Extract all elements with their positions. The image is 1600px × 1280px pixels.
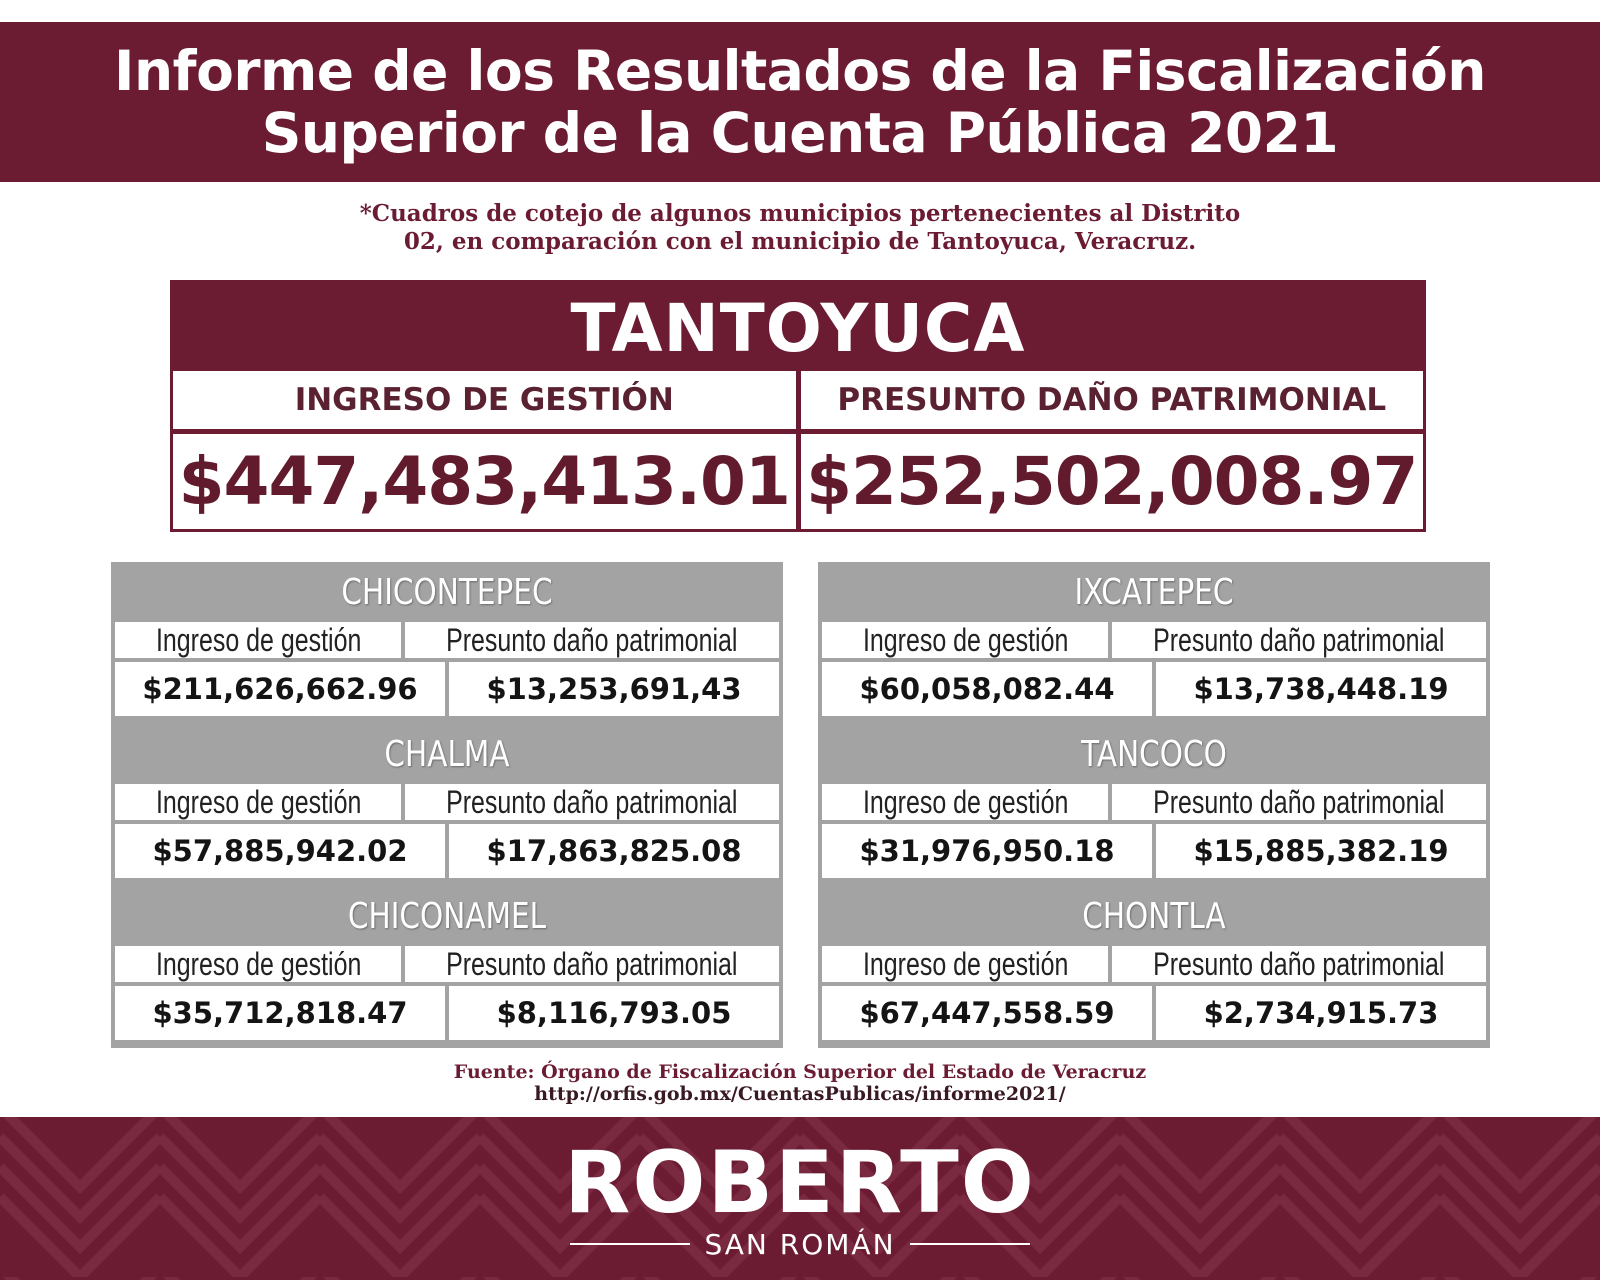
municipality-name: TANCOCO — [1081, 733, 1227, 775]
income-label: Ingreso de gestión — [822, 946, 1108, 982]
label-row — [822, 784, 1486, 820]
income-label: Ingreso de gestión — [822, 784, 1108, 820]
damage-value: $15,885,382.19 — [1156, 824, 1486, 878]
label-row — [822, 622, 1486, 658]
damage-label: Presunto daño patrimonial — [405, 946, 779, 982]
income-label: Ingreso de gestión — [115, 622, 401, 658]
main-municipality-name: TANTOYUCA — [173, 283, 1423, 371]
subtitle-note — [0, 200, 1600, 256]
subtitle-line-1: *Cuadros de cotejo de algunos municipios pertenecientes al Distrito — [359, 200, 1241, 227]
municipality-name: CHALMA — [384, 733, 510, 775]
brand-surname: SAN ROMÁN — [704, 1227, 896, 1261]
subtitle-line-2: 02, en comparación con el municipio de Tantoyuca, Veracruz. — [403, 228, 1197, 255]
source-citation — [0, 1061, 1600, 1105]
damage-value: $17,863,825.08 — [449, 824, 779, 878]
divider — [570, 1243, 690, 1245]
main-column-income — [173, 371, 796, 529]
income-label: Ingreso de gestión — [822, 622, 1108, 658]
damage-value: $13,738,448.19 — [1156, 662, 1486, 716]
income-label: Ingreso de gestión — [115, 784, 401, 820]
tantoyuca-summary-table — [170, 280, 1426, 532]
label-row — [822, 946, 1486, 982]
municipality-name: CHICONAMEL — [347, 895, 547, 937]
municipality-block — [822, 724, 1486, 886]
main-grid — [173, 371, 1423, 529]
municipality-name: IXCATEPEC — [1074, 571, 1234, 613]
value-row — [822, 662, 1486, 716]
income-value: $31,976,950.18 — [822, 824, 1152, 878]
income-label: Ingreso de gestión — [115, 946, 401, 982]
value-row — [115, 662, 779, 716]
municipality-block — [822, 562, 1486, 724]
income-value: $57,885,942.02 — [115, 824, 445, 878]
report-title-line-1: Informe de los Resultados de la Fiscalización — [114, 39, 1486, 103]
source-url: http://orfis.gob.mx/CuentasPublicas/informe2021/ — [534, 1083, 1066, 1105]
main-income-label: INGRESO DE GESTIÓN — [173, 371, 796, 434]
label-row — [115, 784, 779, 820]
income-value: $211,626,662.96 — [115, 662, 445, 716]
income-value: $35,712,818.47 — [115, 986, 445, 1040]
municipalities-panel-right — [818, 562, 1490, 1048]
income-value: $67,447,558.59 — [822, 986, 1152, 1040]
damage-label: Presunto daño patrimonial — [1112, 946, 1486, 982]
divider — [910, 1243, 1030, 1245]
label-row — [115, 622, 779, 658]
municipality-name: CHICONTEPEC — [341, 571, 553, 613]
value-row — [115, 824, 779, 878]
main-income-value: $447,483,413.01 — [178, 443, 790, 520]
municipality-block — [115, 562, 779, 724]
municipalities-panel-left — [111, 562, 783, 1048]
label-row — [115, 946, 779, 982]
municipality-block — [115, 886, 779, 1048]
main-damage-label: PRESUNTO DAÑO PATRIMONIAL — [801, 371, 1424, 434]
damage-value: $8,116,793.05 — [449, 986, 779, 1040]
damage-label: Presunto daño patrimonial — [405, 784, 779, 820]
source-line: Fuente: Órgano de Fiscalización Superior del Estado de Veracruz — [453, 1061, 1147, 1083]
value-row — [822, 824, 1486, 878]
municipality-block — [115, 724, 779, 886]
main-column-damage — [796, 371, 1424, 529]
damage-label: Presunto daño patrimonial — [1112, 622, 1486, 658]
damage-value: $2,734,915.73 — [1156, 986, 1486, 1040]
municipality-block — [822, 886, 1486, 1048]
brand-logo-name: ROBERTO — [564, 1133, 1036, 1233]
income-value: $60,058,082.44 — [822, 662, 1152, 716]
header-banner — [0, 22, 1600, 182]
value-row — [822, 986, 1486, 1040]
damage-label: Presunto daño patrimonial — [405, 622, 779, 658]
report-title-line-2: Superior de la Cuenta Pública 2021 — [261, 101, 1339, 165]
damage-label: Presunto daño patrimonial — [1112, 784, 1486, 820]
main-damage-value: $252,502,008.97 — [806, 443, 1418, 520]
brand-logo-subtitle — [550, 1226, 1050, 1262]
municipality-name: CHONTLA — [1082, 895, 1226, 937]
value-row — [115, 986, 779, 1040]
damage-value: $13,253,691,43 — [449, 662, 779, 716]
